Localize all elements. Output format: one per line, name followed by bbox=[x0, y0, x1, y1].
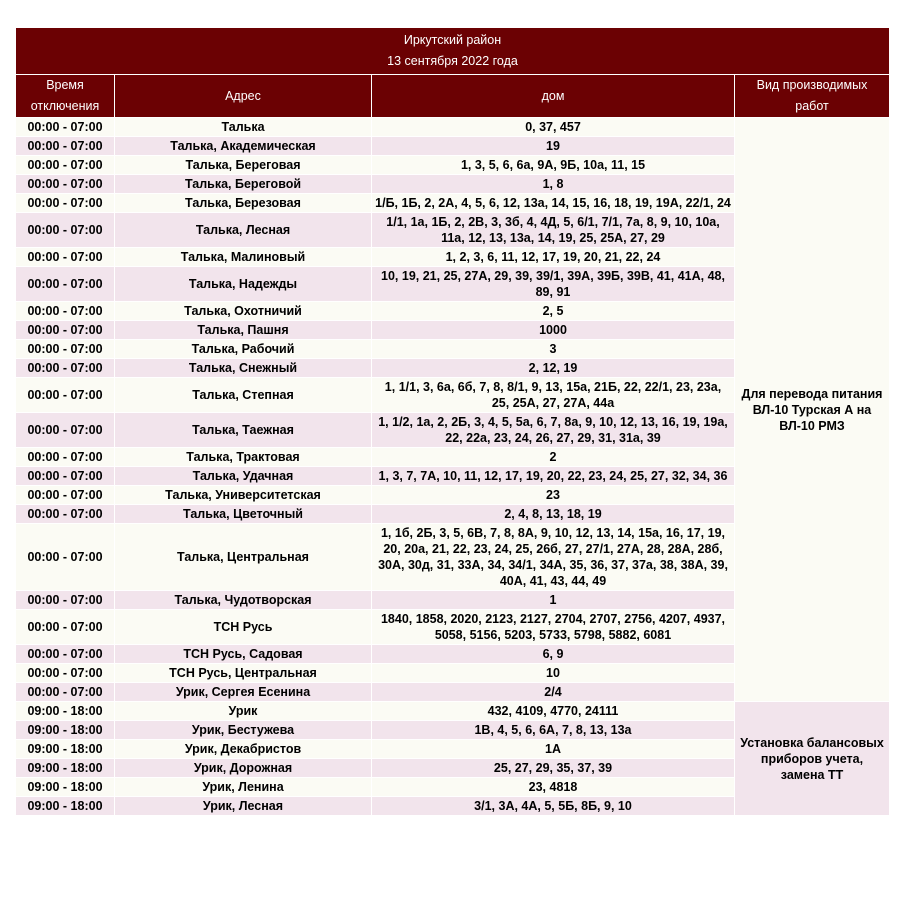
outage-time-cell: 09:00 - 18:00 bbox=[16, 721, 114, 739]
house-cell: 1/Б, 1Б, 2, 2А, 4, 5, 6, 12, 13а, 14, 15, 16, 18, 19, 19А, 22/1, 24 bbox=[372, 194, 734, 212]
house-cell: 1/1, 1а, 1Б, 2, 2В, 3, 3б, 4, 4Д, 5, 6/1, 7/1, 7а, 8, 9, 10, 10а, 11а, 12, 13, 13а, 14, 19, 25, 25А, 27, 29 bbox=[372, 213, 734, 247]
house-cell: 2, 5 bbox=[372, 302, 734, 320]
house-cell: 1, 1б, 2Б, 3, 5, 6В, 7, 8, 8А, 9, 10, 12, 13, 14, 15а, 16, 17, 19, 20, 20а, 21, 22, 23, 24, 25, 26б, 27, 27/1, 27А, 28, 28А, 28б, 30А, 30д, 31, 33А, 34, 34/1, 34А, 35, 36, 37, 37а, 38, 38А, 39, 40А, 41, 43, 44, 49 bbox=[372, 524, 734, 590]
address-cell: ТСН Русь bbox=[115, 610, 371, 644]
address-cell: ТСН Русь, Садовая bbox=[115, 645, 371, 663]
house-cell: 1, 2, 3, 6, 11, 12, 17, 19, 20, 21, 22, 24 bbox=[372, 248, 734, 266]
outage-time-cell: 00:00 - 07:00 bbox=[16, 359, 114, 377]
address-cell: Урик, Дорожная bbox=[115, 759, 371, 777]
outage-time-cell: 00:00 - 07:00 bbox=[16, 194, 114, 212]
address-cell: Талька, Охотничий bbox=[115, 302, 371, 320]
outage-time-cell: 09:00 - 18:00 bbox=[16, 797, 114, 815]
table-row bbox=[16, 702, 889, 720]
address-cell: Урик, Декабристов bbox=[115, 740, 371, 758]
address-cell: Талька, Цветочный bbox=[115, 505, 371, 523]
address-cell: Урик, Сергея Есенина bbox=[115, 683, 371, 701]
house-cell: 0, 37, 457 bbox=[372, 118, 734, 136]
outage-time-cell: 00:00 - 07:00 bbox=[16, 175, 114, 193]
address-cell: Талька, Надежды bbox=[115, 267, 371, 301]
outage-time-cell: 00:00 - 07:00 bbox=[16, 137, 114, 155]
outage-time-cell: 00:00 - 07:00 bbox=[16, 448, 114, 466]
outage-time-cell: 00:00 - 07:00 bbox=[16, 340, 114, 358]
table-row bbox=[16, 118, 889, 136]
outage-time-cell: 00:00 - 07:00 bbox=[16, 467, 114, 485]
house-cell: 23, 4818 bbox=[372, 778, 734, 796]
outage-time-cell: 00:00 - 07:00 bbox=[16, 413, 114, 447]
address-cell: Талька, Чудотворская bbox=[115, 591, 371, 609]
address-cell: Талька, Степная bbox=[115, 378, 371, 412]
house-cell: 19 bbox=[372, 137, 734, 155]
outage-time-cell: 00:00 - 07:00 bbox=[16, 118, 114, 136]
address-cell: Талька, Береговая bbox=[115, 156, 371, 174]
address-cell: ТСН Русь, Центральная bbox=[115, 664, 371, 682]
house-cell: 2, 12, 19 bbox=[372, 359, 734, 377]
district-title: Иркутский район bbox=[403, 33, 502, 47]
address-cell: Талька, Центральная bbox=[115, 524, 371, 590]
outage-time-cell: 00:00 - 07:00 bbox=[16, 505, 114, 523]
address-cell: Талька, Академическая bbox=[115, 137, 371, 155]
outage-time-cell: 00:00 - 07:00 bbox=[16, 610, 114, 644]
address-cell: Талька, Рабочий bbox=[115, 340, 371, 358]
table-title bbox=[16, 28, 889, 74]
house-cell: 10, 19, 21, 25, 27А, 29, 39, 39/1, 39А, 39Б, 39В, 41, 41А, 48, 89, 91 bbox=[372, 267, 734, 301]
address-cell: Талька, Удачная bbox=[115, 467, 371, 485]
outage-time-cell: 00:00 - 07:00 bbox=[16, 524, 114, 590]
address-cell: Урик, Ленина bbox=[115, 778, 371, 796]
house-cell: 1, 3, 7, 7А, 10, 11, 12, 17, 19, 20, 22, 23, 24, 25, 27, 32, 34, 36 bbox=[372, 467, 734, 485]
outage-time-cell: 00:00 - 07:00 bbox=[16, 664, 114, 682]
outage-time-cell: 00:00 - 07:00 bbox=[16, 213, 114, 247]
house-cell: 2 bbox=[372, 448, 734, 466]
outage-time-cell: 00:00 - 07:00 bbox=[16, 248, 114, 266]
house-cell: 3/1, 3А, 4А, 5, 5Б, 8Б, 9, 10 bbox=[372, 797, 734, 815]
address-cell: Талька, Снежный bbox=[115, 359, 371, 377]
outage-time-cell: 00:00 - 07:00 bbox=[16, 683, 114, 701]
address-column-header: Адрес bbox=[115, 75, 371, 117]
outage-time-cell: 09:00 - 18:00 bbox=[16, 759, 114, 777]
outage-table bbox=[15, 27, 890, 816]
work-type-cell-2: Установка балансовых приборов учета, замена ТТ bbox=[735, 702, 889, 815]
address-cell: Талька, Лесная bbox=[115, 213, 371, 247]
work-column-header: Вид производимых работ bbox=[735, 75, 889, 117]
house-cell: 432, 4109, 4770, 24111 bbox=[372, 702, 734, 720]
outage-time-cell: 00:00 - 07:00 bbox=[16, 591, 114, 609]
house-cell: 25, 27, 29, 35, 37, 39 bbox=[372, 759, 734, 777]
house-cell: 6, 9 bbox=[372, 645, 734, 663]
address-cell: Талька, Березовая bbox=[115, 194, 371, 212]
outage-time-cell: 00:00 - 07:00 bbox=[16, 321, 114, 339]
work-type-cell-1: Для перевода питания ВЛ-10 Турская А на ВЛ-10 РМЗ bbox=[735, 118, 889, 701]
outage-time-cell: 00:00 - 07:00 bbox=[16, 267, 114, 301]
table-body bbox=[16, 118, 889, 815]
house-cell: 3 bbox=[372, 340, 734, 358]
address-cell: Талька, Университетская bbox=[115, 486, 371, 504]
house-cell: 1, 1/1, 3, 6а, 6б, 7, 8, 8/1, 9, 13, 15а, 21Б, 22, 22/1, 23, 23а, 25, 25А, 27, 27А, 44а bbox=[372, 378, 734, 412]
outage-time-cell: 00:00 - 07:00 bbox=[16, 156, 114, 174]
outage-time-cell: 00:00 - 07:00 bbox=[16, 645, 114, 663]
house-column-header: дом bbox=[372, 75, 734, 117]
outage-time-cell: 00:00 - 07:00 bbox=[16, 486, 114, 504]
outage-time-cell: 09:00 - 18:00 bbox=[16, 702, 114, 720]
outage-time-cell: 00:00 - 07:00 bbox=[16, 378, 114, 412]
house-cell: 1000 bbox=[372, 321, 734, 339]
house-cell: 1 bbox=[372, 591, 734, 609]
address-cell: Талька, Малиновый bbox=[115, 248, 371, 266]
address-cell: Талька, Береговой bbox=[115, 175, 371, 193]
house-cell: 23 bbox=[372, 486, 734, 504]
address-cell: Талька, Таежная bbox=[115, 413, 371, 447]
house-cell: 1840, 1858, 2020, 2123, 2127, 2704, 2707, 2756, 4207, 4937, 5058, 5156, 5203, 5733, 5798, 5882, 6081 bbox=[372, 610, 734, 644]
address-cell: Урик, Бестужева bbox=[115, 721, 371, 739]
house-cell: 10 bbox=[372, 664, 734, 682]
house-cell: 1, 8 bbox=[372, 175, 734, 193]
house-cell: 1, 3, 5, 6, 6а, 9А, 9Б, 10а, 11, 15 bbox=[372, 156, 734, 174]
address-cell: Талька bbox=[115, 118, 371, 136]
house-cell: 2, 4, 8, 13, 18, 19 bbox=[372, 505, 734, 523]
house-cell: 2/4 bbox=[372, 683, 734, 701]
address-cell: Талька, Пашня bbox=[115, 321, 371, 339]
house-cell: 1В, 4, 5, 6, 6А, 7, 8, 13, 13а bbox=[372, 721, 734, 739]
address-cell: Урик, Лесная bbox=[115, 797, 371, 815]
house-cell: 1А bbox=[372, 740, 734, 758]
address-cell: Урик bbox=[115, 702, 371, 720]
address-cell: Талька, Трактовая bbox=[115, 448, 371, 466]
house-cell: 1, 1/2, 1а, 2, 2Б, 3, 4, 5, 5а, 6, 7, 8а, 9, 10, 12, 13, 16, 19, 19а, 22, 22а, 23, 24, 26, 27, 29, 31, 31а, 39 bbox=[372, 413, 734, 447]
date-title: 13 сентября 2022 года bbox=[387, 54, 518, 68]
outage-time-cell: 09:00 - 18:00 bbox=[16, 740, 114, 758]
outage-time-cell: 00:00 - 07:00 bbox=[16, 302, 114, 320]
time-column-header: Время отключения bbox=[16, 75, 114, 117]
outage-time-cell: 09:00 - 18:00 bbox=[16, 778, 114, 796]
